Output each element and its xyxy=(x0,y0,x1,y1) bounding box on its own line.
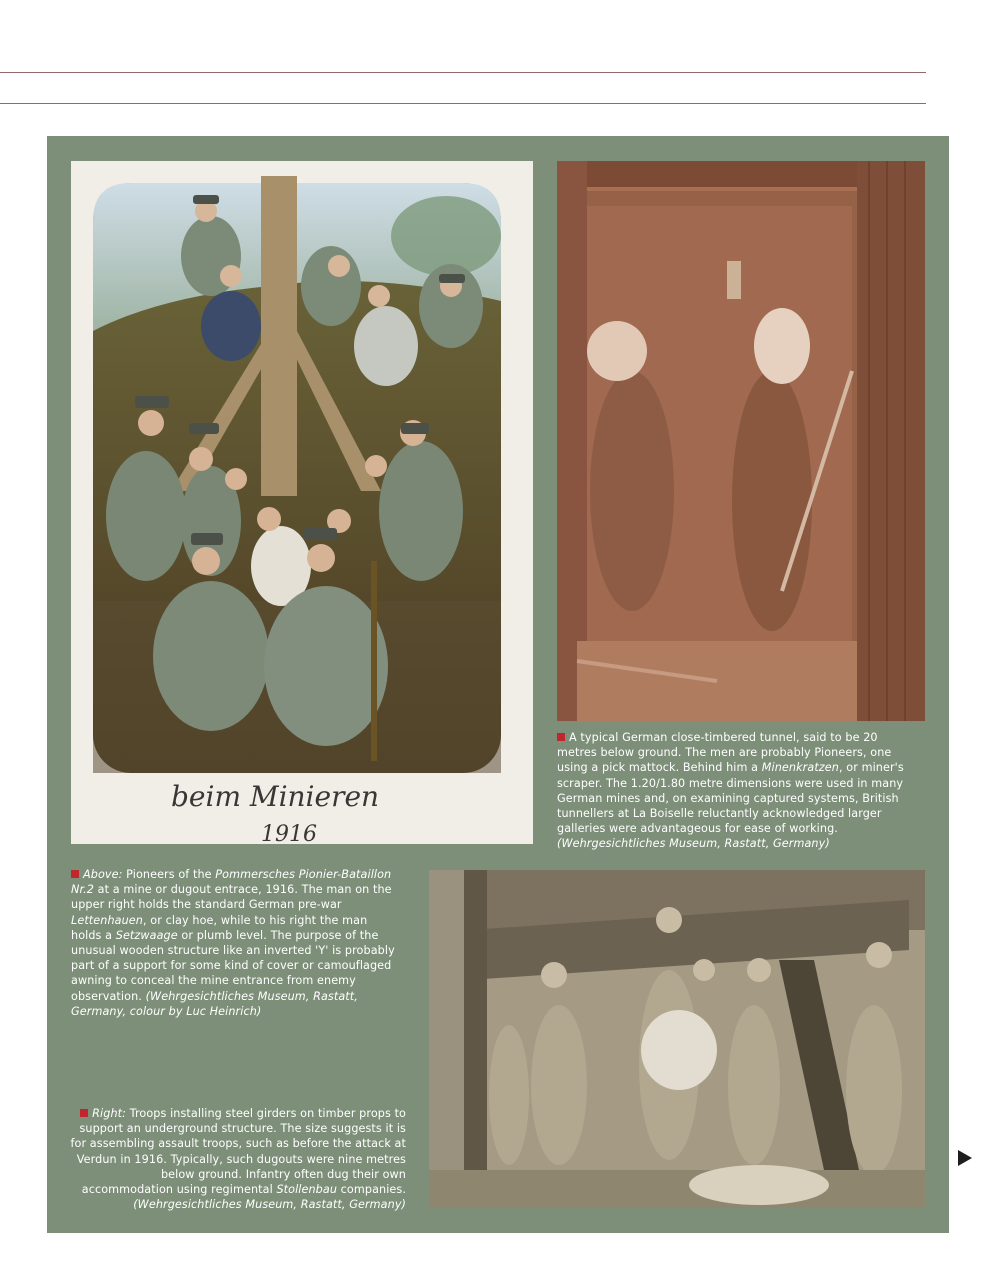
inscription-line-1: beim Minieren xyxy=(171,780,380,813)
caption-above-credit: (Wehrgesichtliches Museum, Rastatt, Germany, colour by Luc Heinrich) xyxy=(71,989,358,1018)
red-square-bullet-icon xyxy=(557,733,565,741)
right-triangle-arrow-icon xyxy=(958,1150,972,1166)
caption-tunnel-credit: (Wehrgesichtliches Museum, Rastatt, Germany) xyxy=(557,837,830,851)
pioneers-photo xyxy=(71,161,533,844)
caption-above-text-2: at a mine or dugout entrace, 1916. The man on the upper right holds the standard German pre-war xyxy=(71,883,392,912)
red-square-bullet-icon xyxy=(80,1109,88,1117)
caption-above-text-3: , or clay hoe, while to his right the man holds a xyxy=(71,913,368,942)
caption-tunnel-text-1: A typical German close-timbered tunnel, said to be 20 metres below ground. The men are probably Pioneers, one using a pick mattock. Behind him a xyxy=(557,731,892,775)
tunnel-photo xyxy=(557,161,925,721)
caption-right-credit: (Wehrgesichtliches Museum, Rastatt, Germany) xyxy=(133,1198,406,1212)
caption-above-lead: Above: xyxy=(83,868,123,881)
caption-tunnel-term-1: Minenkratzen xyxy=(761,761,839,775)
girders-photo xyxy=(429,870,925,1208)
caption-tunnel xyxy=(557,730,917,852)
caption-above-text-4: or plumb level. The purpose of the unusual wooden structure like an inverted 'Y' is probably part of a support for some kind of cover or camouflaged awning to conceal the mine entrance from enemy observation. xyxy=(71,928,395,1003)
caption-above-term-1: Pommersches Pionier-Bataillon Nr.2 xyxy=(71,868,392,897)
red-square-bullet-icon xyxy=(71,870,79,878)
caption-right-lead: Right: xyxy=(92,1107,127,1120)
top-rule-2 xyxy=(0,103,926,104)
inscription-line-2: 1916 xyxy=(261,822,317,844)
caption-right xyxy=(70,1106,406,1212)
caption-above-term-3: Setzwaage xyxy=(115,928,178,942)
caption-right-text-2: companies. xyxy=(337,1183,406,1197)
caption-above-text-1: Pioneers of the xyxy=(122,868,216,881)
caption-tunnel-text-2: , or miner's scraper. The 1.20/1.80 metre dimensions were used in many German mines and, on examining captured systems, British tunnellers at La Boiselle reluctantly acknowledged larger galleries were advantageous for ease of working. xyxy=(557,761,904,836)
top-rule-1 xyxy=(0,72,926,73)
caption-right-text-1: Troops installing steel girders on timber props to support an underground structure. The size suggests it is for assembling assault troops, such as before the attack at Verdun in 1916. Typically, such dugouts were nine metres below ground. Infantry often dug their own accommodation using regimental xyxy=(70,1107,406,1197)
caption-above-term-2: Lettenhauen xyxy=(71,913,143,927)
caption-above xyxy=(71,867,401,1019)
caption-right-term-1: Stollenbau xyxy=(276,1183,338,1197)
